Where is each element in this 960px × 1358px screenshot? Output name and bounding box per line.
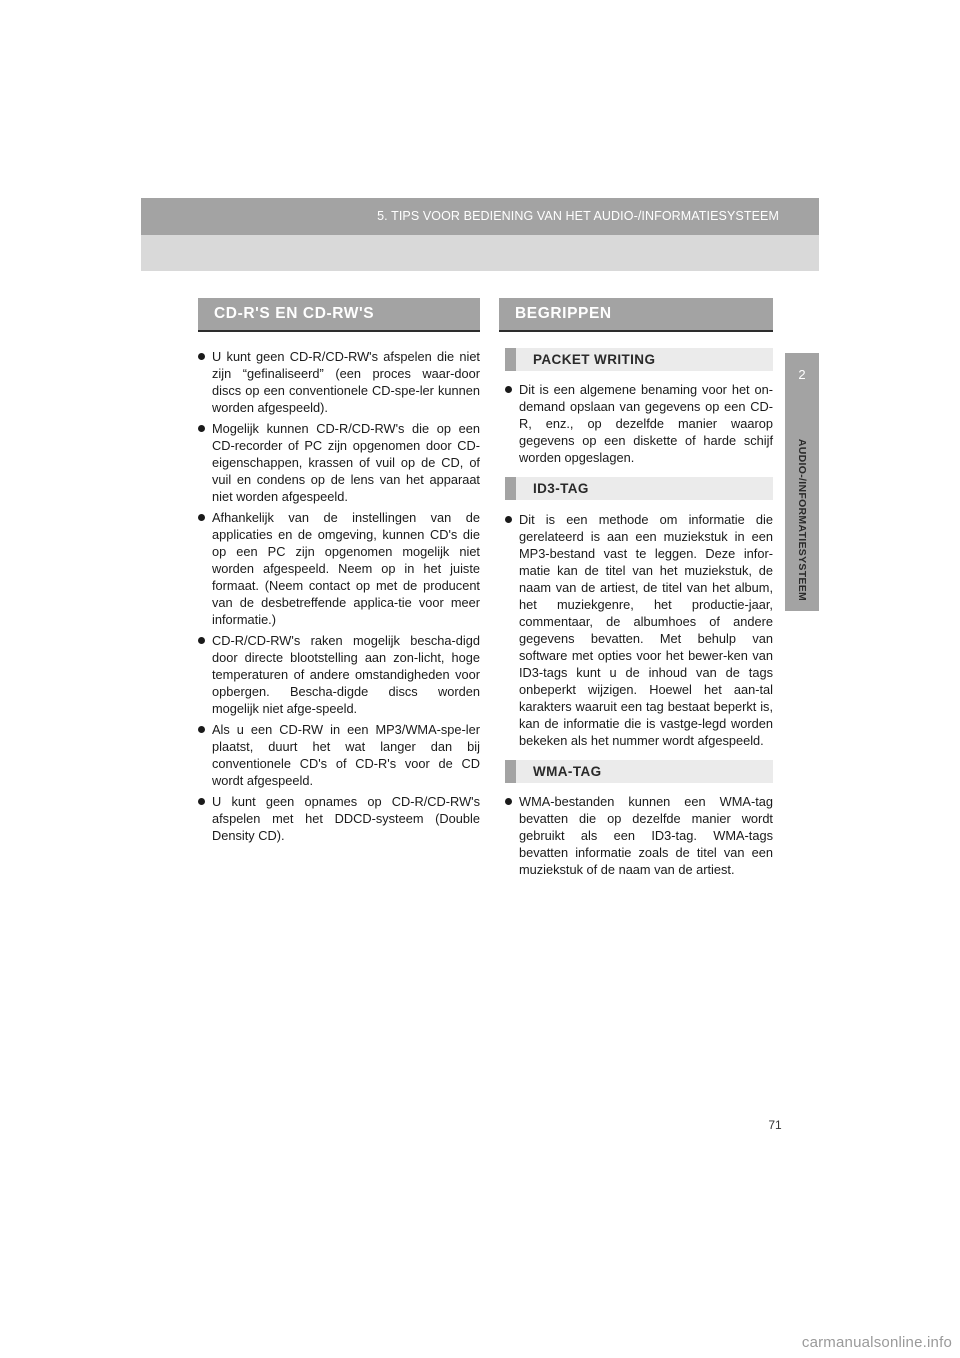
list-item: Als u een CD-RW in een MP3/WMA-spe-ler plaatst, duurt het wat langer dan bij conventionele CD's of CD-R's voor de CD wordt afgespeeld. xyxy=(198,721,480,789)
bullet-icon xyxy=(198,798,205,805)
bullet-icon xyxy=(505,516,512,523)
id3-tag-list xyxy=(505,511,773,753)
list-item: Afhankelijk van de instellingen van de applicaties en de omgeving, kunnen CD's die op een PC zijn opgenomen mogelijk niet worden afgespeeld. Neem op in het juiste formaat. (Neem contact op met de producent van de desbetreffende applica-tie voor meer informatie.) xyxy=(198,509,480,628)
packet-writing-list xyxy=(505,381,773,470)
bullet-icon xyxy=(198,637,205,644)
page-number: 71 xyxy=(768,1118,782,1132)
subheading-marker xyxy=(505,477,516,500)
subheading-wma-tag xyxy=(505,760,773,783)
list-item: WMA-bestanden kunnen een WMA-tag bevatten die op dezelfde manier wordt gebruikt als een ID3-tag. WMA-tags bevatten informatie zoals de titel van een muziekstuk of de naam van de artiest. xyxy=(505,793,773,878)
chapter-label xyxy=(787,440,817,600)
subheading-text: WMA-TAG xyxy=(533,764,602,779)
watermark: carmanualsonline.info xyxy=(801,1334,952,1351)
subheading-text: PACKET WRITING xyxy=(533,352,656,367)
section-heading-text: BEGRIPPEN xyxy=(515,305,612,322)
list-item: Dit is een methode om informatie die gerelateerd is aan een muziekstuk in een MP3-bestand vast te leggen. Deze infor-matie kan de titel van het muziekstuk, de naam van de artiest, de titel van het album, het muziekgenre, het productie-jaar, commentaar, de albumhoes of andere gegevens bevatten. Met behulp van software met opties voor het bewer-ken van ID3-tags kunt u de inhoud van de tags onbeperkt wijzigen. Hoewel het aan-tal karakters waaruit een tag bestaat beperkt is, kan de informatie die is vastge-legd worden bekeken als het nummer wordt afgespeeld. xyxy=(505,511,773,749)
list-item: Mogelijk kunnen CD-R/CD-RW's die op een CD-recorder of PC zijn opgenomen door CD-eigenschappen, krassen of vuil op de CD, of vuil en condens op de lens van het apparaat niet worden afgespeeld. xyxy=(198,420,480,505)
list-item: U kunt geen opnames op CD-R/CD-RW's afspelen met het DDCD-systeem (Double Density CD). xyxy=(198,793,480,844)
section-heading-text: CD-R'S EN CD-RW'S xyxy=(214,305,375,322)
bullet-icon xyxy=(505,386,512,393)
list-item: CD-R/CD-RW's raken mogelijk bescha-digd door directe blootstelling aan zon-licht, hoge temperaturen of andere omstandigheden voor opbergen. Bescha-digde discs worden mogelijk niet afge-speeld. xyxy=(198,632,480,717)
subheading-text: ID3-TAG xyxy=(533,481,589,496)
section-heading-begrippen xyxy=(499,298,773,332)
chapter-number: 2 xyxy=(798,367,806,382)
bullet-icon xyxy=(198,425,205,432)
bullet-icon xyxy=(198,726,205,733)
list-item: U kunt geen CD-R/CD-RW's afspelen die niet zijn “gefinaliseerd” (een proces waar-door discs op een conventionele CD-spe-ler kunnen worden afgespeeld). xyxy=(198,348,480,416)
section-heading-cd-r xyxy=(198,298,480,332)
bullet-icon xyxy=(198,353,205,360)
subheading-packet-writing xyxy=(505,348,773,371)
header-title: 5. TIPS VOOR BEDIENING VAN HET AUDIO-/INFORMATIESYSTEEM xyxy=(377,209,779,223)
bullet-icon xyxy=(505,798,512,805)
header-top-strip xyxy=(141,198,819,235)
cd-r-bullet-list xyxy=(198,348,480,848)
list-item: Dit is een algemene benaming voor het on-demand opslaan van gegevens op een CD-R, enz., op dezelfde manier waarop gegevens op een diskette of harde schijf worden opgeslagen. xyxy=(505,381,773,466)
page-header xyxy=(141,198,819,271)
subheading-id3-tag xyxy=(505,477,773,500)
subheading-marker xyxy=(505,760,516,783)
subheading-marker xyxy=(505,348,516,371)
bullet-icon xyxy=(198,514,205,521)
chapter-label-text: AUDIO-/INFORMATIESYSTEEM xyxy=(796,438,808,602)
wma-tag-list xyxy=(505,793,773,882)
